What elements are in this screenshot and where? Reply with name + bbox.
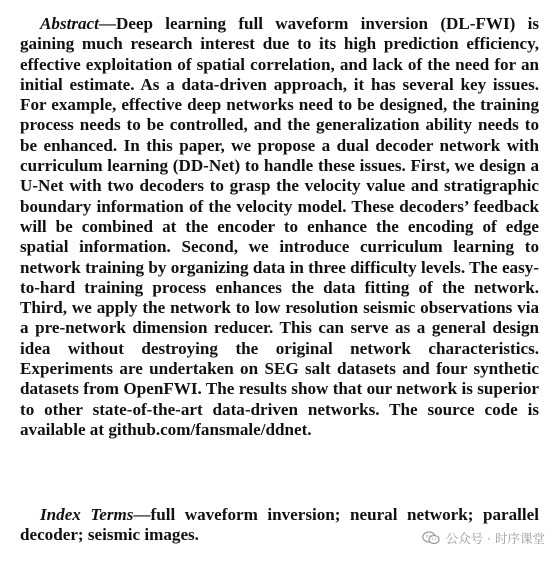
abstract-dash: — (98, 14, 116, 33)
index-terms-body: full waveform inversion; neural network; parallel decoder; seismic images. (20, 505, 539, 545)
watermark-text: 公众号 · 时序课堂 (445, 531, 545, 546)
abstract-paragraph (20, 14, 539, 440)
abstract-body: Deep learning full waveform inversion (DL-FWI) is gaining much research interest due to its high prediction efficiency, effective exploitation of spatial correlation, and lack of the need for an initial estimate. As a data-driven approach, it has several key issues. For example, effective deep networks need to be designed, the training process needs to be controlled, and the generalization ability needs to be enhanced. In this paper, we propose a dual decoder network with curriculum learning (DD-Net) to handle these issues. First, we design a U-Net with two decoders to grasp the velocity value and stratigraphic boundary information of the velocity model. These decoders’ feedback will be combined at the encoder to enhance the encoding of edge spatial information. Second, we introduce curriculum learning to network training by organizing data in three difficulty levels. The easy-to-hard training process enhances the data fitting of the network. Third, we apply the network to low resolution seismic observations via a pre-network dimension reducer. This can serve as a general design idea without destroying the original network characteristics. Experiments are undertaken on SEG salt datasets and four synthetic datasets from OpenFWI. The results show that our network is superior to other state-of-the-art data-driven networks. The source code is available at github.com/fansmale/ddnet. (20, 14, 539, 439)
wechat-icon (422, 531, 440, 545)
abstract-heading: Abstract (40, 14, 99, 33)
watermark (422, 529, 545, 547)
index-terms-heading: Index Terms (40, 505, 134, 524)
index-terms-dash: — (133, 505, 151, 524)
